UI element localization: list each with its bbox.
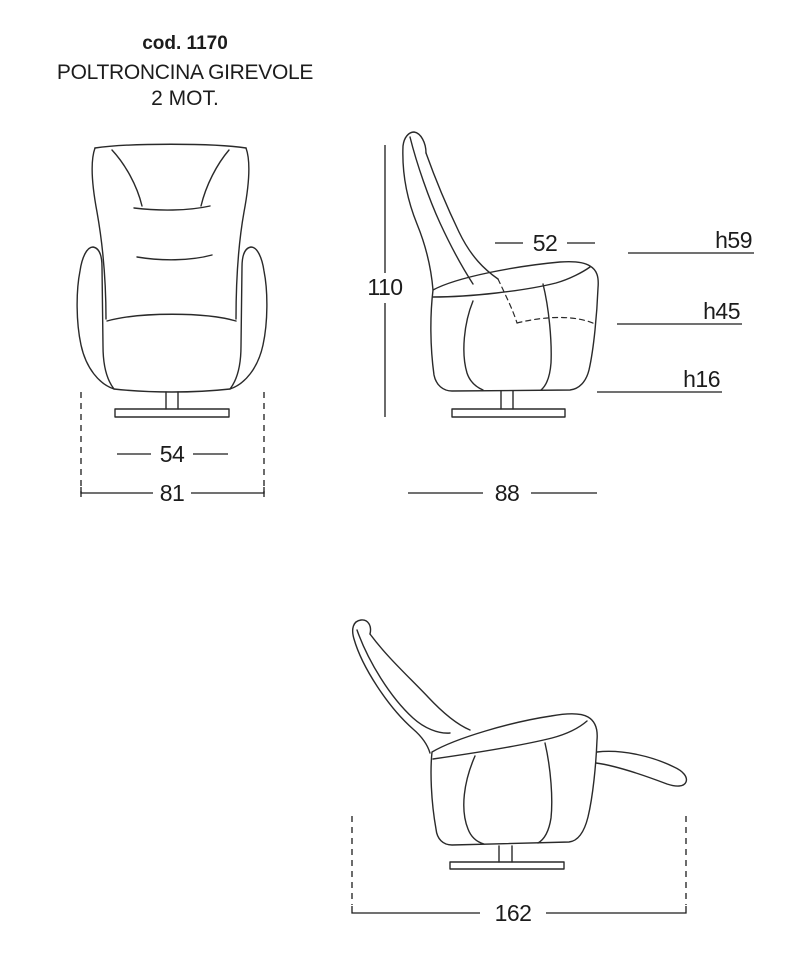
headrest-seam-left bbox=[112, 150, 142, 206]
side-chair-outline bbox=[403, 132, 598, 417]
overall-width-label: 81 bbox=[159, 480, 185, 506]
backrest-back-edge bbox=[403, 132, 433, 290]
base-post bbox=[166, 392, 178, 409]
seat-depth-label: 52 bbox=[532, 230, 558, 256]
side-panel-seam-left bbox=[464, 301, 483, 390]
seat-block-outline bbox=[431, 262, 598, 391]
reclined-chair-outline bbox=[353, 620, 687, 869]
hidden-seat-edge-horizontal bbox=[517, 318, 595, 325]
backrest-top-edge bbox=[95, 144, 246, 148]
base-post bbox=[501, 391, 513, 409]
footrest-extended bbox=[596, 751, 686, 786]
hidden-seat-edge-diagonal bbox=[498, 279, 517, 323]
reclined-view-drawing bbox=[328, 603, 712, 935]
side-dimensions bbox=[367, 145, 754, 506]
backrest-roll-seam bbox=[410, 137, 473, 284]
front-chair-outline bbox=[77, 144, 267, 417]
armrest-band-seam bbox=[433, 267, 590, 297]
armrest-band-seam bbox=[433, 721, 587, 759]
depth-label: 88 bbox=[494, 480, 520, 506]
chair-bottom-edge bbox=[114, 389, 230, 392]
title-block bbox=[55, 32, 315, 111]
armrest-left bbox=[77, 247, 114, 389]
product-name: POLTRONCINA GIREVOLE bbox=[56, 61, 314, 85]
extended-length-label: 162 bbox=[494, 900, 532, 926]
side-panel-seam-right bbox=[541, 284, 551, 390]
height-label: 110 bbox=[367, 274, 403, 300]
backrest-mid-seam bbox=[137, 255, 212, 260]
seat-width-label: 54 bbox=[159, 441, 185, 467]
side-panel-seam-right bbox=[538, 743, 552, 843]
backrest-front-edge bbox=[370, 634, 470, 730]
seat-front-edge bbox=[107, 314, 236, 321]
seat-height-label: h45 bbox=[703, 298, 740, 324]
reclined-dimensions bbox=[352, 816, 686, 926]
side-panel-seam-left bbox=[464, 756, 484, 844]
product-variant: 2 MOT. bbox=[151, 86, 219, 110]
side-view-drawing bbox=[350, 118, 805, 520]
front-view-drawing bbox=[55, 125, 315, 510]
backrest-right-edge bbox=[236, 148, 249, 319]
headrest-seam-bottom bbox=[134, 206, 210, 210]
backrest-roll-seam bbox=[357, 630, 450, 733]
product-code: cod. 1170 bbox=[142, 33, 228, 54]
seat-block-outline bbox=[431, 714, 597, 845]
armrest-height-label: h59 bbox=[715, 227, 752, 253]
base-clearance-label: h16 bbox=[683, 366, 720, 392]
base-plate bbox=[115, 409, 229, 417]
headrest-seam-right bbox=[201, 150, 229, 206]
base-plate bbox=[452, 409, 565, 417]
backrest-left-edge bbox=[92, 148, 106, 319]
base-plate bbox=[450, 862, 564, 869]
base-post bbox=[499, 846, 512, 862]
